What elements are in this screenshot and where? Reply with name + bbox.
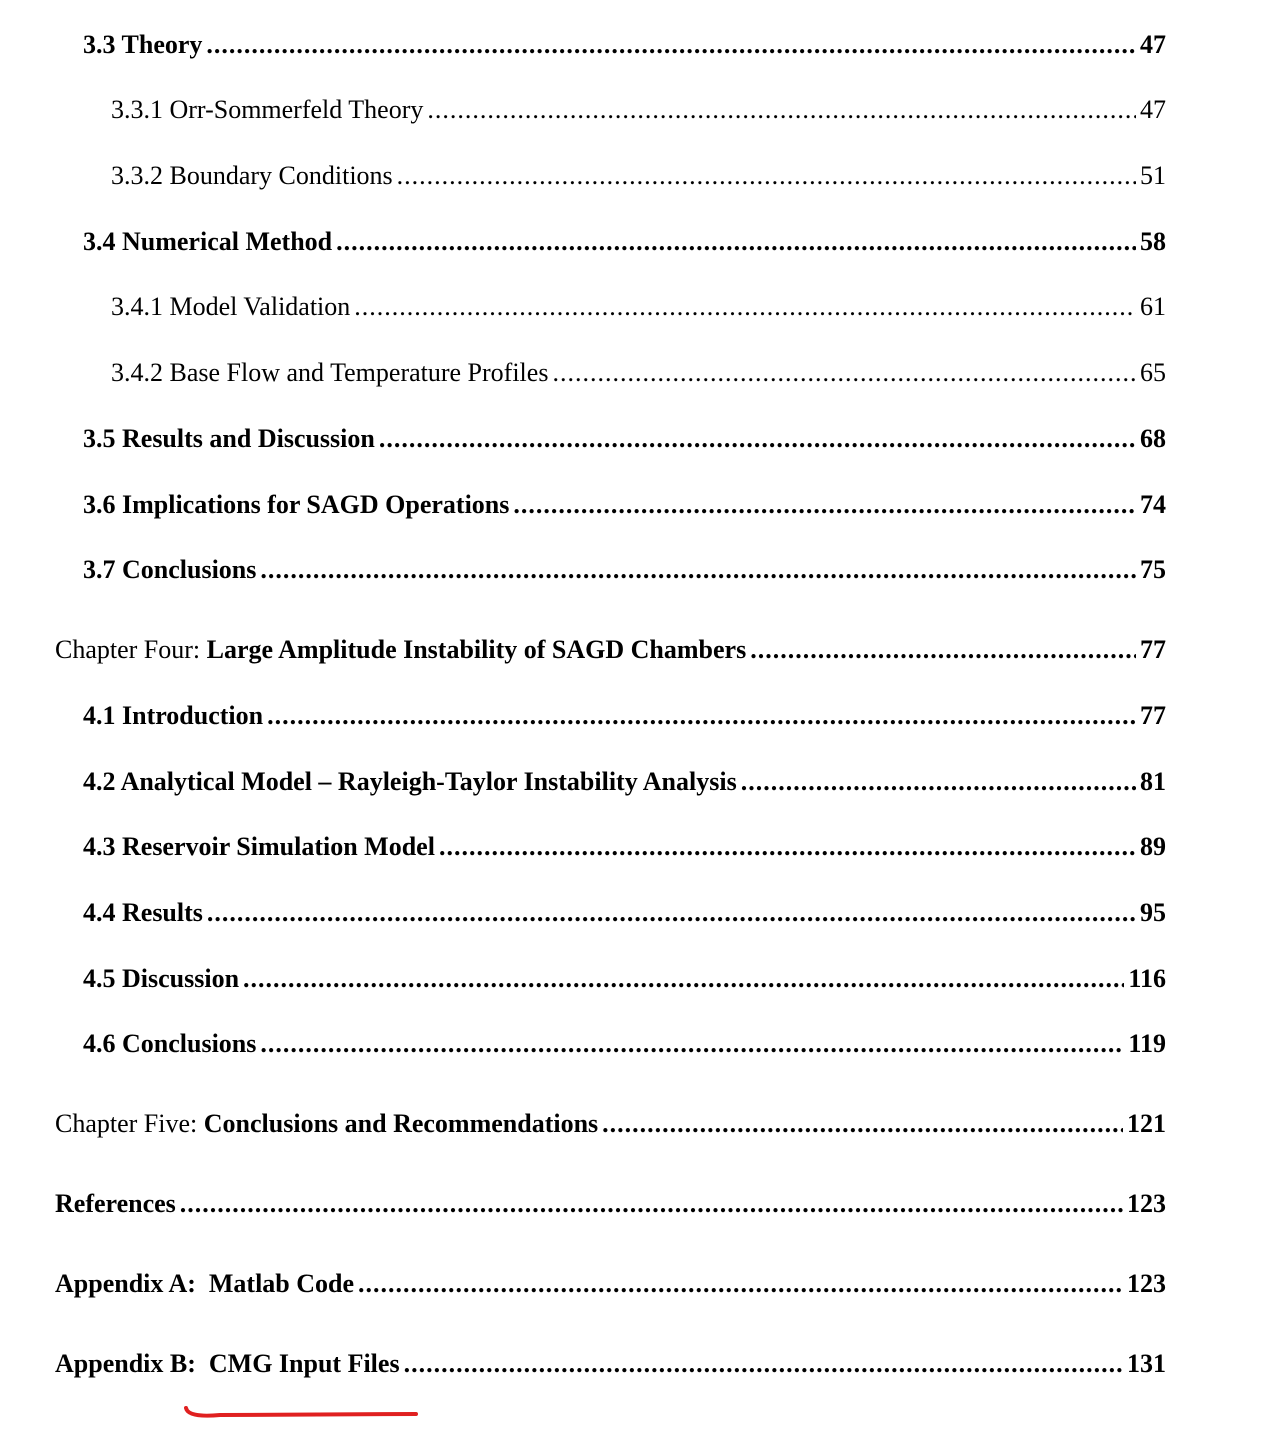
- toc-page-number: 116: [1128, 964, 1166, 993]
- toc-entry[interactable]: [83, 896, 1166, 930]
- toc-entry-title: References: [55, 1189, 176, 1218]
- chapter-prefix: Chapter Five:: [55, 1109, 204, 1138]
- toc-page-number: 121: [1127, 1109, 1166, 1138]
- toc-page-number: 75: [1140, 555, 1166, 584]
- toc-entry-title: 3.4.1 Model Validation: [111, 292, 351, 321]
- toc-entry-title: 3.4.2 Base Flow and Temperature Profiles: [111, 358, 549, 387]
- toc-entry[interactable]: [83, 28, 1166, 62]
- toc-entry-title: 3.7 Conclusions: [83, 555, 257, 584]
- toc-entry-title: [55, 633, 746, 667]
- toc-page-number: 95: [1140, 898, 1166, 927]
- toc-entry[interactable]: [83, 765, 1166, 799]
- toc-entry[interactable]: [55, 1267, 1166, 1301]
- toc-chapter-entry[interactable]: [55, 633, 1166, 667]
- toc-entry-title: Appendix B: CMG Input Files: [55, 1349, 400, 1378]
- toc-entry-title: 3.4 Numerical Method: [83, 227, 333, 256]
- toc-page-number: 47: [1140, 30, 1166, 59]
- toc-entry[interactable]: [83, 830, 1166, 864]
- toc-entry-title: 4.4 Results: [83, 898, 203, 927]
- dot-leader: [379, 422, 1136, 456]
- toc-entry-title: 4.2 Analytical Model – Rayleigh-Taylor Instability Analysis: [83, 767, 737, 796]
- chapter-title: Conclusions and Recommendations: [203, 1109, 599, 1138]
- toc-entry[interactable]: [83, 699, 1166, 733]
- toc-entry[interactable]: [83, 488, 1166, 522]
- dot-leader: [404, 1347, 1123, 1381]
- dot-leader: [243, 962, 1124, 996]
- toc-page-number: 119: [1128, 1029, 1166, 1058]
- dot-leader: [354, 290, 1136, 324]
- toc-page-number: 123: [1127, 1189, 1166, 1218]
- dot-leader: [741, 765, 1136, 799]
- toc-entry[interactable]: [83, 962, 1166, 996]
- toc-entry[interactable]: [83, 225, 1166, 259]
- dot-leader: [267, 699, 1136, 733]
- toc-page-number: 131: [1127, 1349, 1166, 1378]
- toc-entry-title: 4.1 Introduction: [83, 701, 264, 730]
- toc-page-number: 89: [1140, 832, 1166, 861]
- toc-page-number: 77: [1140, 635, 1166, 664]
- toc-entry[interactable]: [111, 159, 1166, 193]
- toc-entry[interactable]: [111, 93, 1166, 127]
- dot-leader: [206, 28, 1136, 62]
- dot-leader: [427, 93, 1136, 127]
- toc-entry[interactable]: [83, 422, 1166, 456]
- toc-page-number: 47: [1140, 95, 1166, 124]
- dot-leader: [397, 159, 1136, 193]
- toc-entry[interactable]: [55, 1347, 1166, 1381]
- toc-page-number: 51: [1140, 161, 1166, 190]
- toc-page-number: 68: [1140, 424, 1166, 453]
- dot-leader: [439, 830, 1136, 864]
- toc-page-number: 65: [1140, 358, 1166, 387]
- dot-leader: [750, 633, 1136, 667]
- toc-entry[interactable]: [111, 290, 1166, 324]
- toc-page-number: 61: [1140, 292, 1166, 321]
- toc-entry-title: 3.5 Results and Discussion: [83, 424, 375, 453]
- toc-entry[interactable]: [55, 1187, 1166, 1221]
- toc-page-number: 58: [1140, 227, 1166, 256]
- toc-entry-title: 3.3 Theory: [83, 30, 203, 59]
- toc-chapter-entry[interactable]: [55, 1107, 1166, 1141]
- dot-leader: [513, 488, 1136, 522]
- dot-leader: [336, 225, 1136, 259]
- toc-entry-title: 3.6 Implications for SAGD Operations: [83, 490, 510, 519]
- toc-entry-title: 4.6 Conclusions: [83, 1029, 257, 1058]
- toc-entry-title: 4.3 Reservoir Simulation Model: [83, 832, 435, 861]
- chapter-prefix: Chapter Four:: [55, 635, 207, 664]
- toc-entry-title: 3.3.1 Orr-Sommerfeld Theory: [111, 95, 424, 124]
- toc-entry-title: 4.5 Discussion: [83, 964, 240, 993]
- dot-leader: [552, 356, 1136, 390]
- dot-leader: [260, 1027, 1124, 1061]
- toc-page-number: 81: [1140, 767, 1166, 796]
- dot-leader: [602, 1107, 1123, 1141]
- toc-page-number: 77: [1140, 701, 1166, 730]
- toc-page-number: 123: [1127, 1269, 1166, 1298]
- toc-page-number: 74: [1140, 490, 1166, 519]
- toc-entry-title: Appendix A: Matlab Code: [55, 1269, 355, 1298]
- toc-entry-title: [55, 1107, 598, 1141]
- toc-entry-title: 3.3.2 Boundary Conditions: [111, 161, 393, 190]
- toc-entry[interactable]: [83, 553, 1166, 587]
- toc-entry[interactable]: [83, 1027, 1166, 1061]
- chapter-title: Large Amplitude Instability of SAGD Chambers: [206, 635, 747, 664]
- dot-leader: [207, 896, 1136, 930]
- dot-leader: [358, 1267, 1123, 1301]
- toc-entry[interactable]: [111, 356, 1166, 390]
- dot-leader: [180, 1187, 1123, 1221]
- dot-leader: [260, 553, 1136, 587]
- red-underline-annotation: [180, 1402, 425, 1424]
